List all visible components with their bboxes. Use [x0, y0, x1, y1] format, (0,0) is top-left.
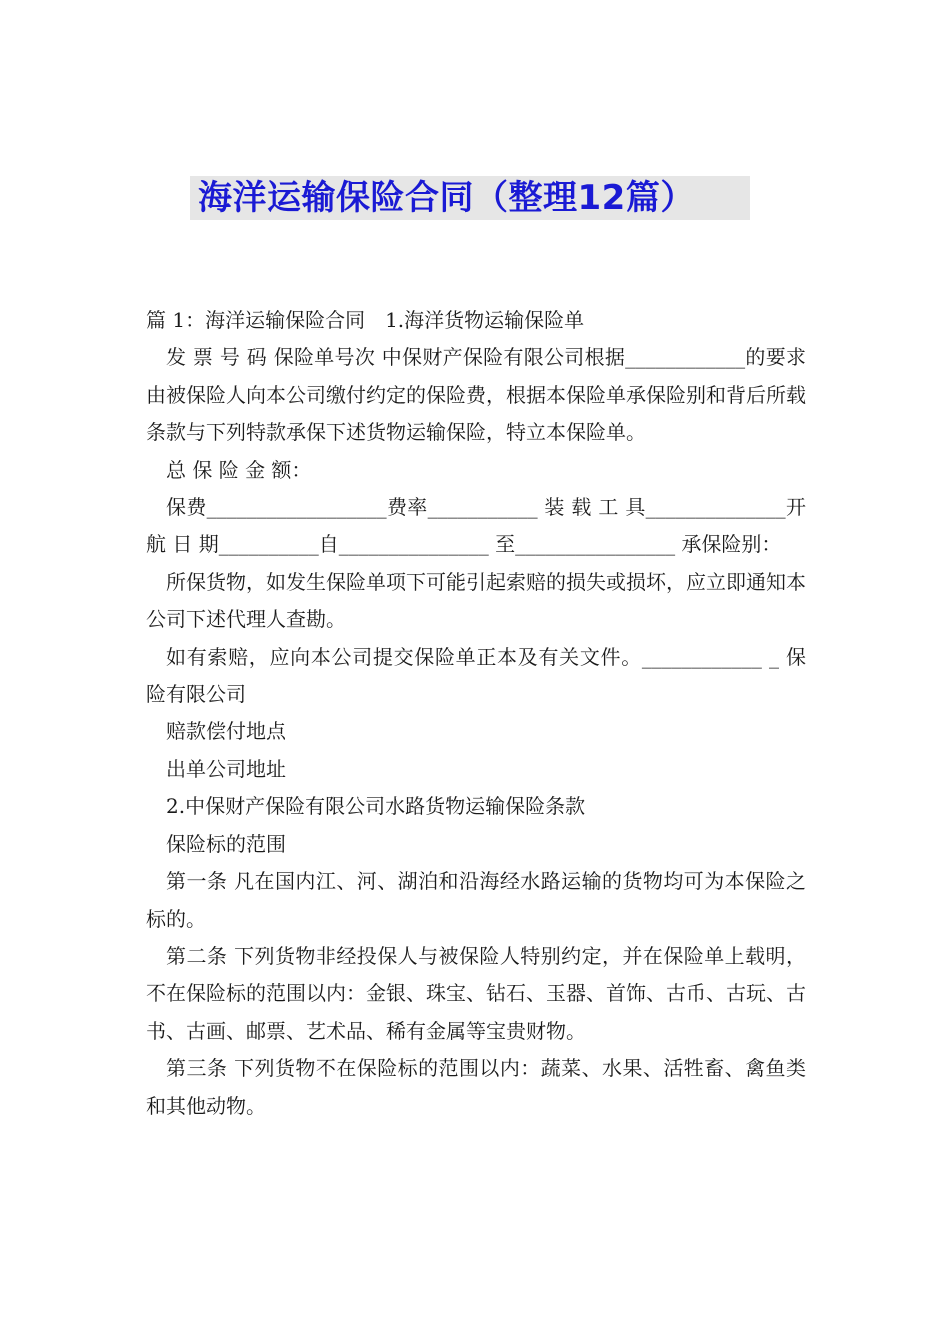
paragraph: 保险标的范围 — [166, 831, 286, 856]
paragraph: 总 保 险 金 额： — [166, 457, 312, 482]
paragraph: 第一条 凡在国内江、河、湖泊和沿海经水路运输的货物均可为本保险之标的。 — [146, 869, 806, 931]
paragraph: 第二条 下列货物非经投保人与被保险人特别约定，并在保险单上载明，不在保险标的范围以内：金银、珠宝、钻石、玉器、首饰、古币、古玩、古书、古画、邮票、艺术品、稀有金属等宝贵财物。 — [146, 943, 806, 1043]
paragraph: 出单公司地址 — [166, 756, 286, 781]
paragraph: 保费__________________费率___________ 装 载 工 具______________开 航 日 期__________自_______________ 至________________ 承保险别： — [146, 495, 813, 557]
document-title: 海洋运输保险合同（整理12篇） — [198, 178, 695, 218]
paragraph: 如有索赔，应向本公司提交保险单正本及有关文件。____________ _ 保险有限公司 — [146, 644, 806, 707]
paragraph: 第三条 下列货物不在保险标的范围以内：蔬菜、水果、活牲畜、禽鱼类和其他动物。 — [146, 1056, 806, 1118]
paragraph: 2.中保财产保险有限公司水路货物运输保险条款 — [166, 794, 586, 819]
paragraph: 赔款偿付地点 — [166, 719, 286, 744]
paragraph: 发 票 号 码 保险单号次 中保财产保险有限公司根据____________的要求由被保险人向本公司缴付约定的保险费，根据本保险单承保险别和背后所载条款与下列特款承保下述货物运输保险，特立本保险单。 — [146, 345, 806, 445]
paragraph: 所保货物，如发生保险单项下可能引起索赔的损失或损坏，应立即通知本公司下述代理人查勘。 — [146, 569, 806, 632]
paragraph: 篇 1：海洋运输保险合同 1.海洋货物运输保险单 — [146, 308, 585, 332]
document-body — [146, 302, 813, 1125]
